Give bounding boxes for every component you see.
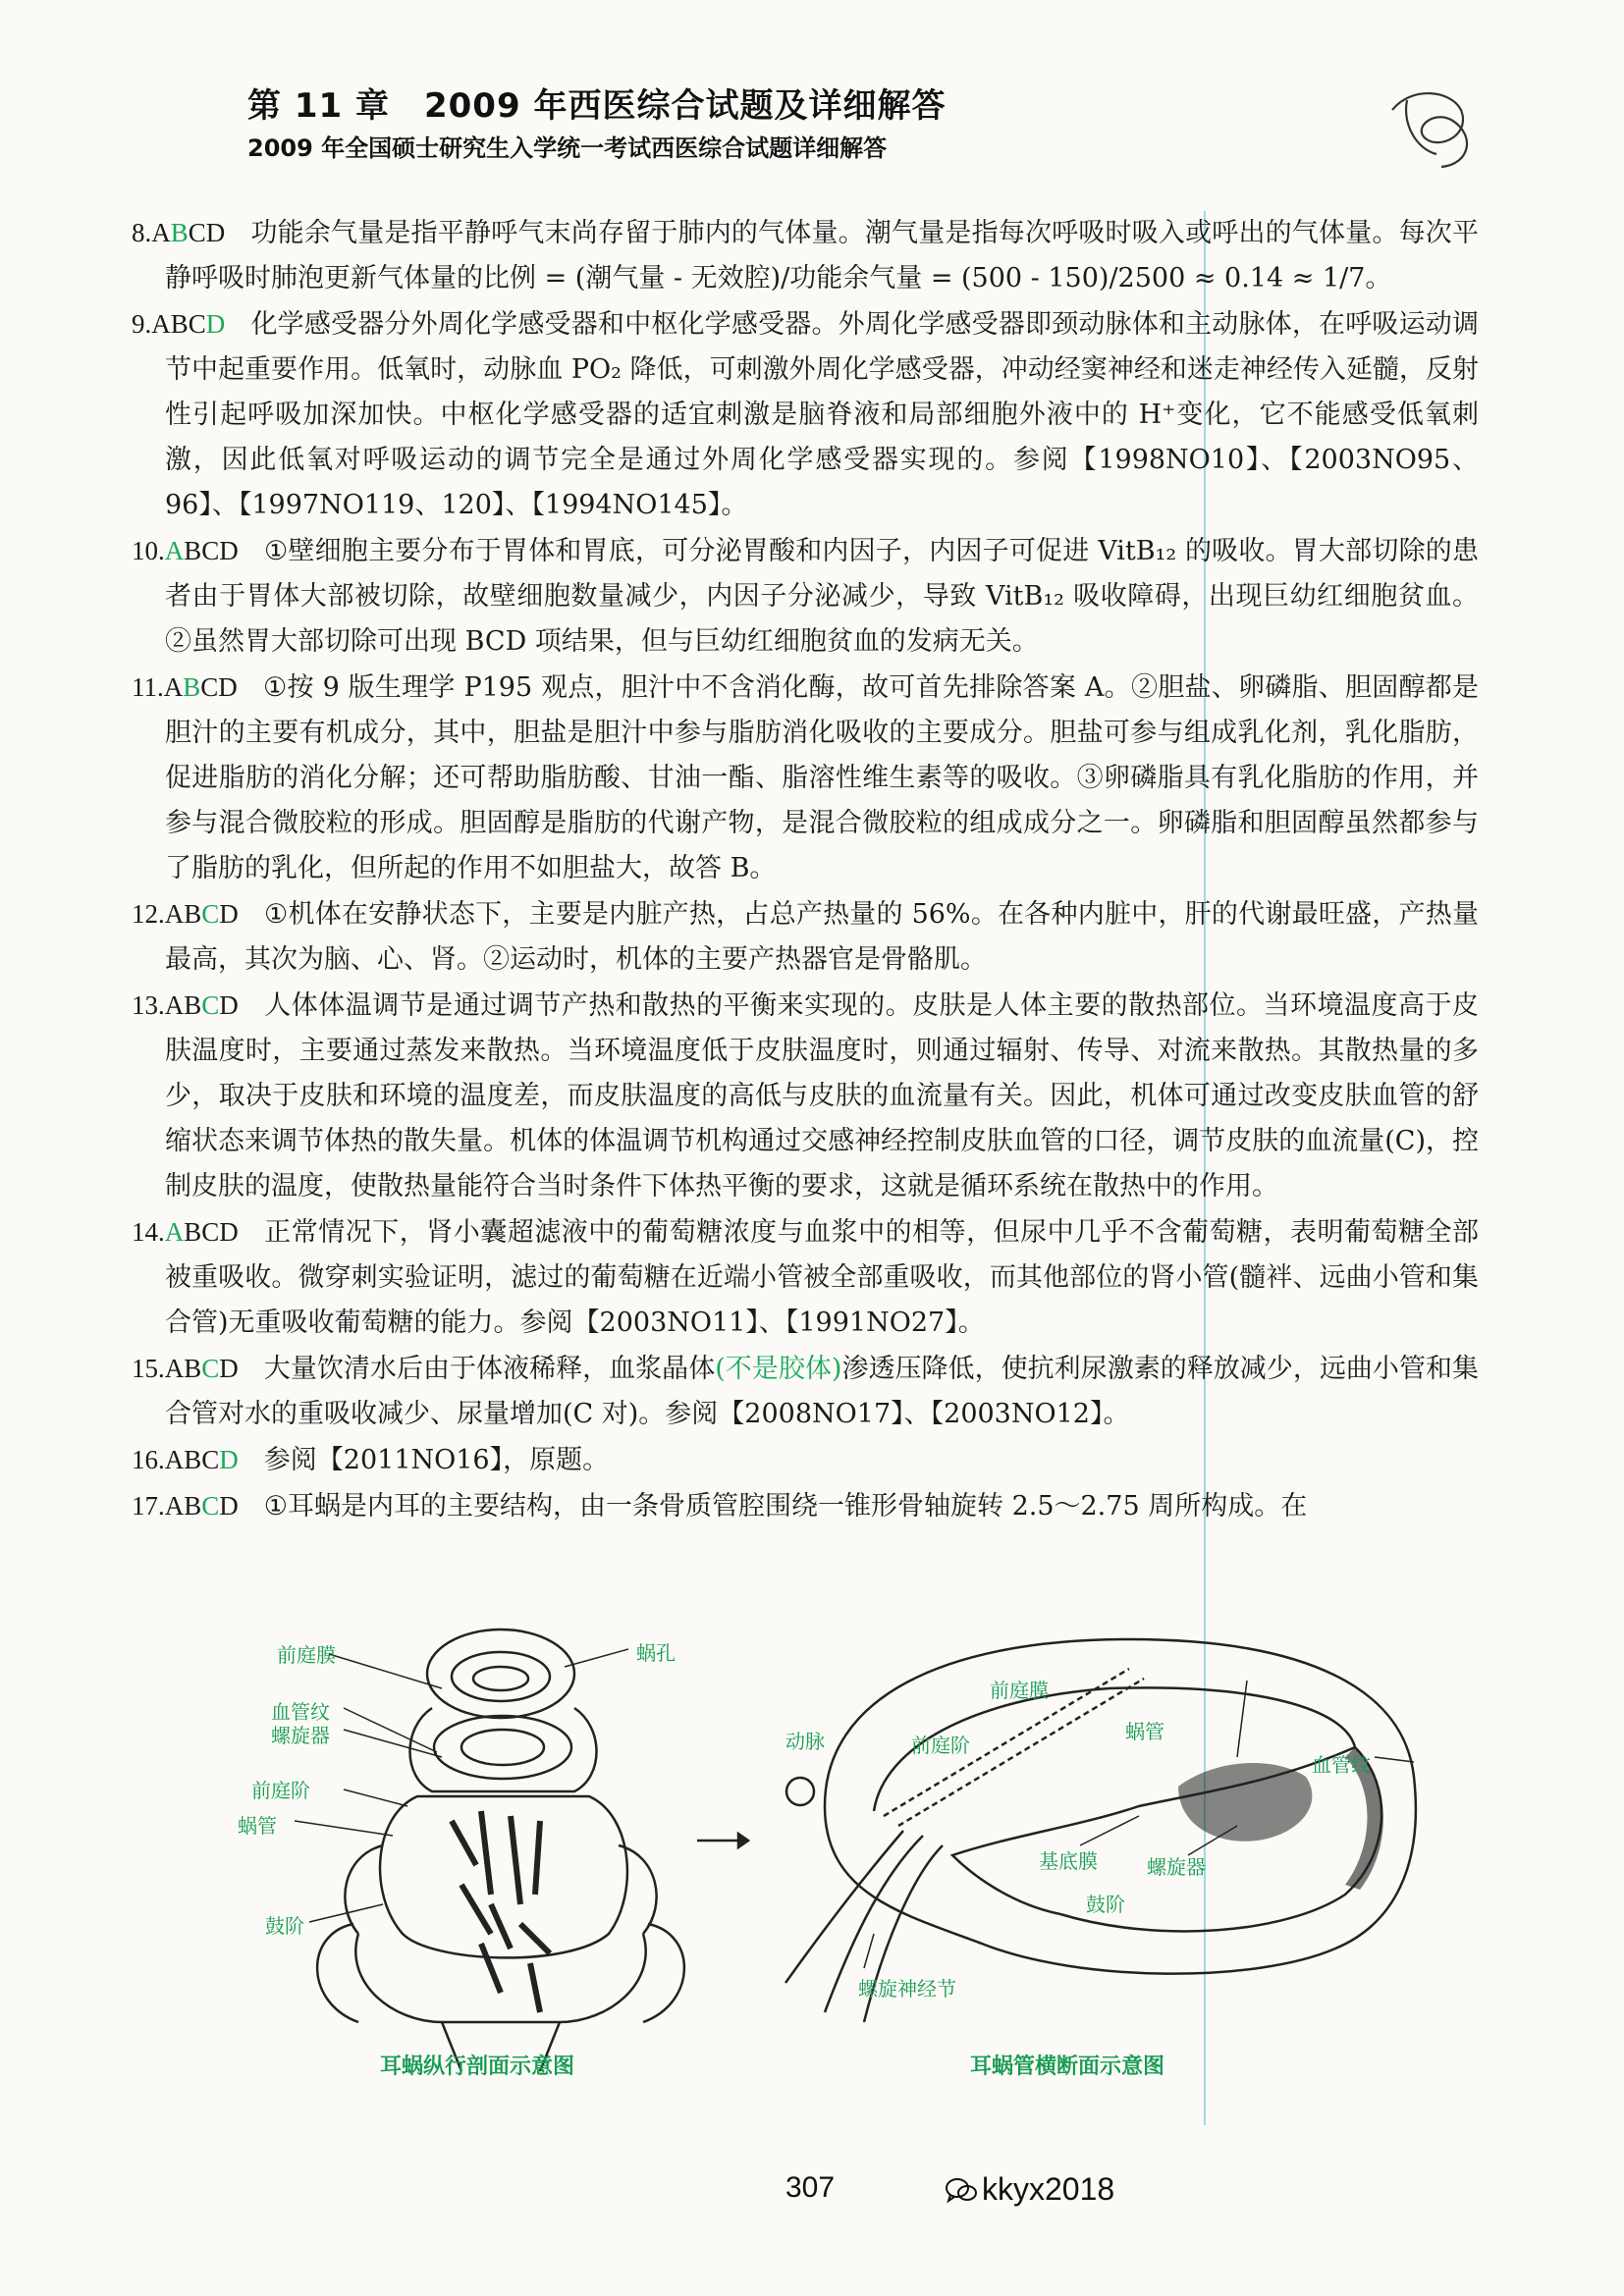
answer-options: ABCD bbox=[151, 218, 226, 247]
answer-text: 大量饮清水后由于体液稀释，血浆晶体 bbox=[263, 1354, 716, 1384]
answer-options: ABCD bbox=[164, 1217, 239, 1247]
answer-item bbox=[132, 891, 1479, 983]
label-cochlear-duct: 蜗管 bbox=[238, 1814, 277, 1838]
label-scala-vestibuli: 前庭阶 bbox=[911, 1734, 970, 1757]
answer-item bbox=[132, 210, 1479, 301]
chapter-title: 第 11 章 2009 年西医综合试题及详细解答 bbox=[247, 86, 947, 126]
item-number: 8. bbox=[132, 218, 152, 247]
answer-text: 参阅【2011NO16】，原题。 bbox=[263, 1445, 610, 1475]
label-organ-of-corti: 螺旋器 bbox=[271, 1724, 330, 1747]
label-scala-vestibuli: 前庭阶 bbox=[251, 1779, 310, 1802]
answer-text: 功能余气量是指平静呼气末尚存留于肺内的气体量。潮气量是指每次呼吸时吸入或呼出的气体量。每次平静呼吸时肺泡更新气体量的比例 = (潮气量 - 无效腔)/功能余气量 = (500 - 150)/2500 ≈ 0.14 ≈ 1/7。 bbox=[165, 218, 1479, 294]
answer-options: ABCD bbox=[164, 899, 239, 929]
label-artery: 动脉 bbox=[785, 1730, 825, 1753]
wechat-icon bbox=[945, 2176, 978, 2204]
answer-item bbox=[132, 1346, 1479, 1437]
item-number: 13. bbox=[132, 990, 165, 1020]
answer-text: 正常情况下，肾小囊超滤液中的葡萄糖浓度与血浆中的相等，但尿中几乎不含葡萄糖，表明葡萄糖全部被重吸收。微穿刺实验证明，滤过的葡萄糖在近端小管被全部重吸收，而其他部位的肾小管(髓袢、远曲小管和集合管)无重吸收葡萄糖的能力。参阅【2003NO11】、【1991NO27】。 bbox=[165, 1217, 1479, 1338]
answer-item bbox=[132, 1437, 1479, 1483]
label-spiral-ganglion: 螺旋神经节 bbox=[858, 1977, 956, 2001]
item-number: 16. bbox=[132, 1445, 165, 1474]
figure-left-caption: 耳蜗纵行剖面示意图 bbox=[380, 2055, 575, 2079]
answer-item bbox=[132, 1483, 1479, 1529]
item-number: 15. bbox=[132, 1354, 165, 1383]
label-stria-vascularis: 血管纹 bbox=[271, 1700, 330, 1724]
answer-options: ABCD bbox=[163, 672, 238, 702]
answer-text: ①壁细胞主要分布于胃体和胃底，可分泌胃酸和内因子，内因子可促进 VitB₁₂ 的吸收。胃大部切除的患者由于胃体大部被切除，故壁细胞数量减少，内因子分泌减少，导致 VitB₁₂ 吸收障碍，出现巨幼红细胞贫血。②虽然胃大部切除可出现 BCD 项结果，但与巨幼红细胞贫血的发病无关。 bbox=[165, 536, 1479, 657]
answer-item bbox=[132, 528, 1479, 665]
page-number: 307 bbox=[785, 2171, 836, 2204]
item-number: 12. bbox=[132, 899, 165, 929]
answer-text: ①按 9 版生理学 P195 观点，胆汁中不含消化酶，故可首先排除答案 A。②胆盐、卵磷脂、胆固醇都是胆汁的主要有机成分，其中，胆盐是胆汁中参与脂肪消化吸收的主要成分。胆盐可参与组成乳化剂，乳化脂肪，促进脂肪的消化分解；还可帮助脂肪酸、甘油一酯、脂溶性维生素等的吸收。③卵磷脂具有乳化脂肪的作用，并参与混合微胶粒的形成。胆固醇是脂肪的代谢产物，是混合微胶粒的组成成分之一。卵磷脂和胆固醇虽然都参与了脂肪的乳化，但所起的作用不如胆盐大，故答 B。 bbox=[165, 672, 1479, 883]
label-basilar-membrane: 基底膜 bbox=[1039, 1849, 1098, 1873]
label-scala-tympani: 鼓阶 bbox=[265, 1914, 304, 1938]
item-number: 11. bbox=[132, 672, 164, 702]
answer-options: ABCD bbox=[151, 309, 226, 339]
answer-text: ①机体在安静状态下，主要是内脏产热，占总产热量的 56%。在各种内脏中，肝的代谢最旺盛，产热量最高，其次为脑、心、肾。②运动时，机体的主要产热器官是骨骼肌。 bbox=[165, 899, 1479, 975]
label-scala-tympani: 鼓阶 bbox=[1086, 1893, 1125, 1916]
figures bbox=[196, 1610, 1502, 2081]
label-organ-of-corti: 螺旋器 bbox=[1147, 1855, 1206, 1879]
answer-options: ABCD bbox=[164, 1445, 239, 1474]
label-cochlear-duct: 蜗管 bbox=[1125, 1720, 1164, 1743]
cochlea-longitudinal-diagram bbox=[196, 1610, 1502, 2081]
item-number: 10. bbox=[132, 536, 165, 565]
label-vestibular-membrane: 前庭膜 bbox=[990, 1679, 1049, 1702]
answer-text: ①耳蜗是内耳的主要结构，由一条骨质管腔围绕一锥形骨轴旋转 2.5～2.75 周所构成。在 bbox=[263, 1491, 1308, 1522]
answer-options: ABCD bbox=[164, 1354, 239, 1383]
answer-item bbox=[132, 983, 1479, 1209]
chapter-subtitle: 2009 年全国硕士研究生入学统一考试西医综合试题详细解答 bbox=[247, 134, 888, 162]
answer-text: 人体体温调节是通过调节产热和散热的平衡来实现的。皮肤是人体主要的散热部位。当环境温度高于皮肤温度时，主要通过蒸发来散热。当环境温度低于皮肤温度时，则通过辐射、传导、对流来散热。其散热量的多少，取决于皮肤和环境的温度差，而皮肤温度的高低与皮肤的血流量有关。因此，机体可通过改变皮肤血管的舒缩状态来调节体热的散失量。机体的体温调节机构通过交感神经控制皮肤血管的口径，调节皮肤的血流量(C)，控制皮肤的温度，使散热量能符合当时条件下体热平衡的要求，这就是循环系统在散热中的作用。 bbox=[165, 990, 1479, 1201]
handwritten-mark bbox=[1382, 80, 1490, 174]
answer-item bbox=[132, 665, 1479, 891]
label-stria-vascularis: 血管纹 bbox=[1312, 1753, 1371, 1777]
watermark-text: kkyx2018 bbox=[982, 2171, 1115, 2207]
item-number: 9. bbox=[132, 309, 152, 339]
answer-text-cont: 渗透压降低，使抗利尿激素的释放减少，远曲小管和集合管对水的重吸收减少、尿量增加(C 对)。参阅【2008NO17】、【2003NO12】。 bbox=[165, 1354, 1480, 1429]
answer-options: ABCD bbox=[164, 1491, 239, 1521]
answer-note: (不是胶体) bbox=[715, 1354, 842, 1384]
item-number: 14. bbox=[132, 1217, 165, 1247]
answer-item bbox=[132, 301, 1479, 528]
answer-text: 化学感受器分外周化学感受器和中枢化学感受器。外周化学感受器即颈动脉体和主动脉体，在呼吸运动调节中起重要作用。低氧时，动脉血 PO₂ 降低，可刺激外周化学感受器，冲动经窦神经和迷走神经传入延髓，反射性引起呼吸加深加快。中枢化学感受器的适宜刺激是脑脊液和局部细胞外液中的 H⁺变化，它不能感受低氧刺激，因此低氧对呼吸运动的调节完全是通过外周化学感受器实现的。参阅【1998NO10】、【2003NO95、96】、【1997NO119、120】、【1994NO145】。 bbox=[165, 309, 1479, 520]
label-vestibular-membrane: 前庭膜 bbox=[277, 1643, 336, 1667]
answer-options: ABCD bbox=[164, 990, 239, 1020]
answer-item bbox=[132, 1209, 1479, 1346]
item-number: 17. bbox=[132, 1491, 165, 1521]
label-helicotrema: 蜗孔 bbox=[636, 1641, 676, 1665]
watermark bbox=[945, 2171, 1114, 2208]
figure-right-caption: 耳蜗管横断面示意图 bbox=[970, 2055, 1165, 2079]
answer-options: ABCD bbox=[164, 536, 239, 565]
answer-list bbox=[132, 210, 1479, 1529]
